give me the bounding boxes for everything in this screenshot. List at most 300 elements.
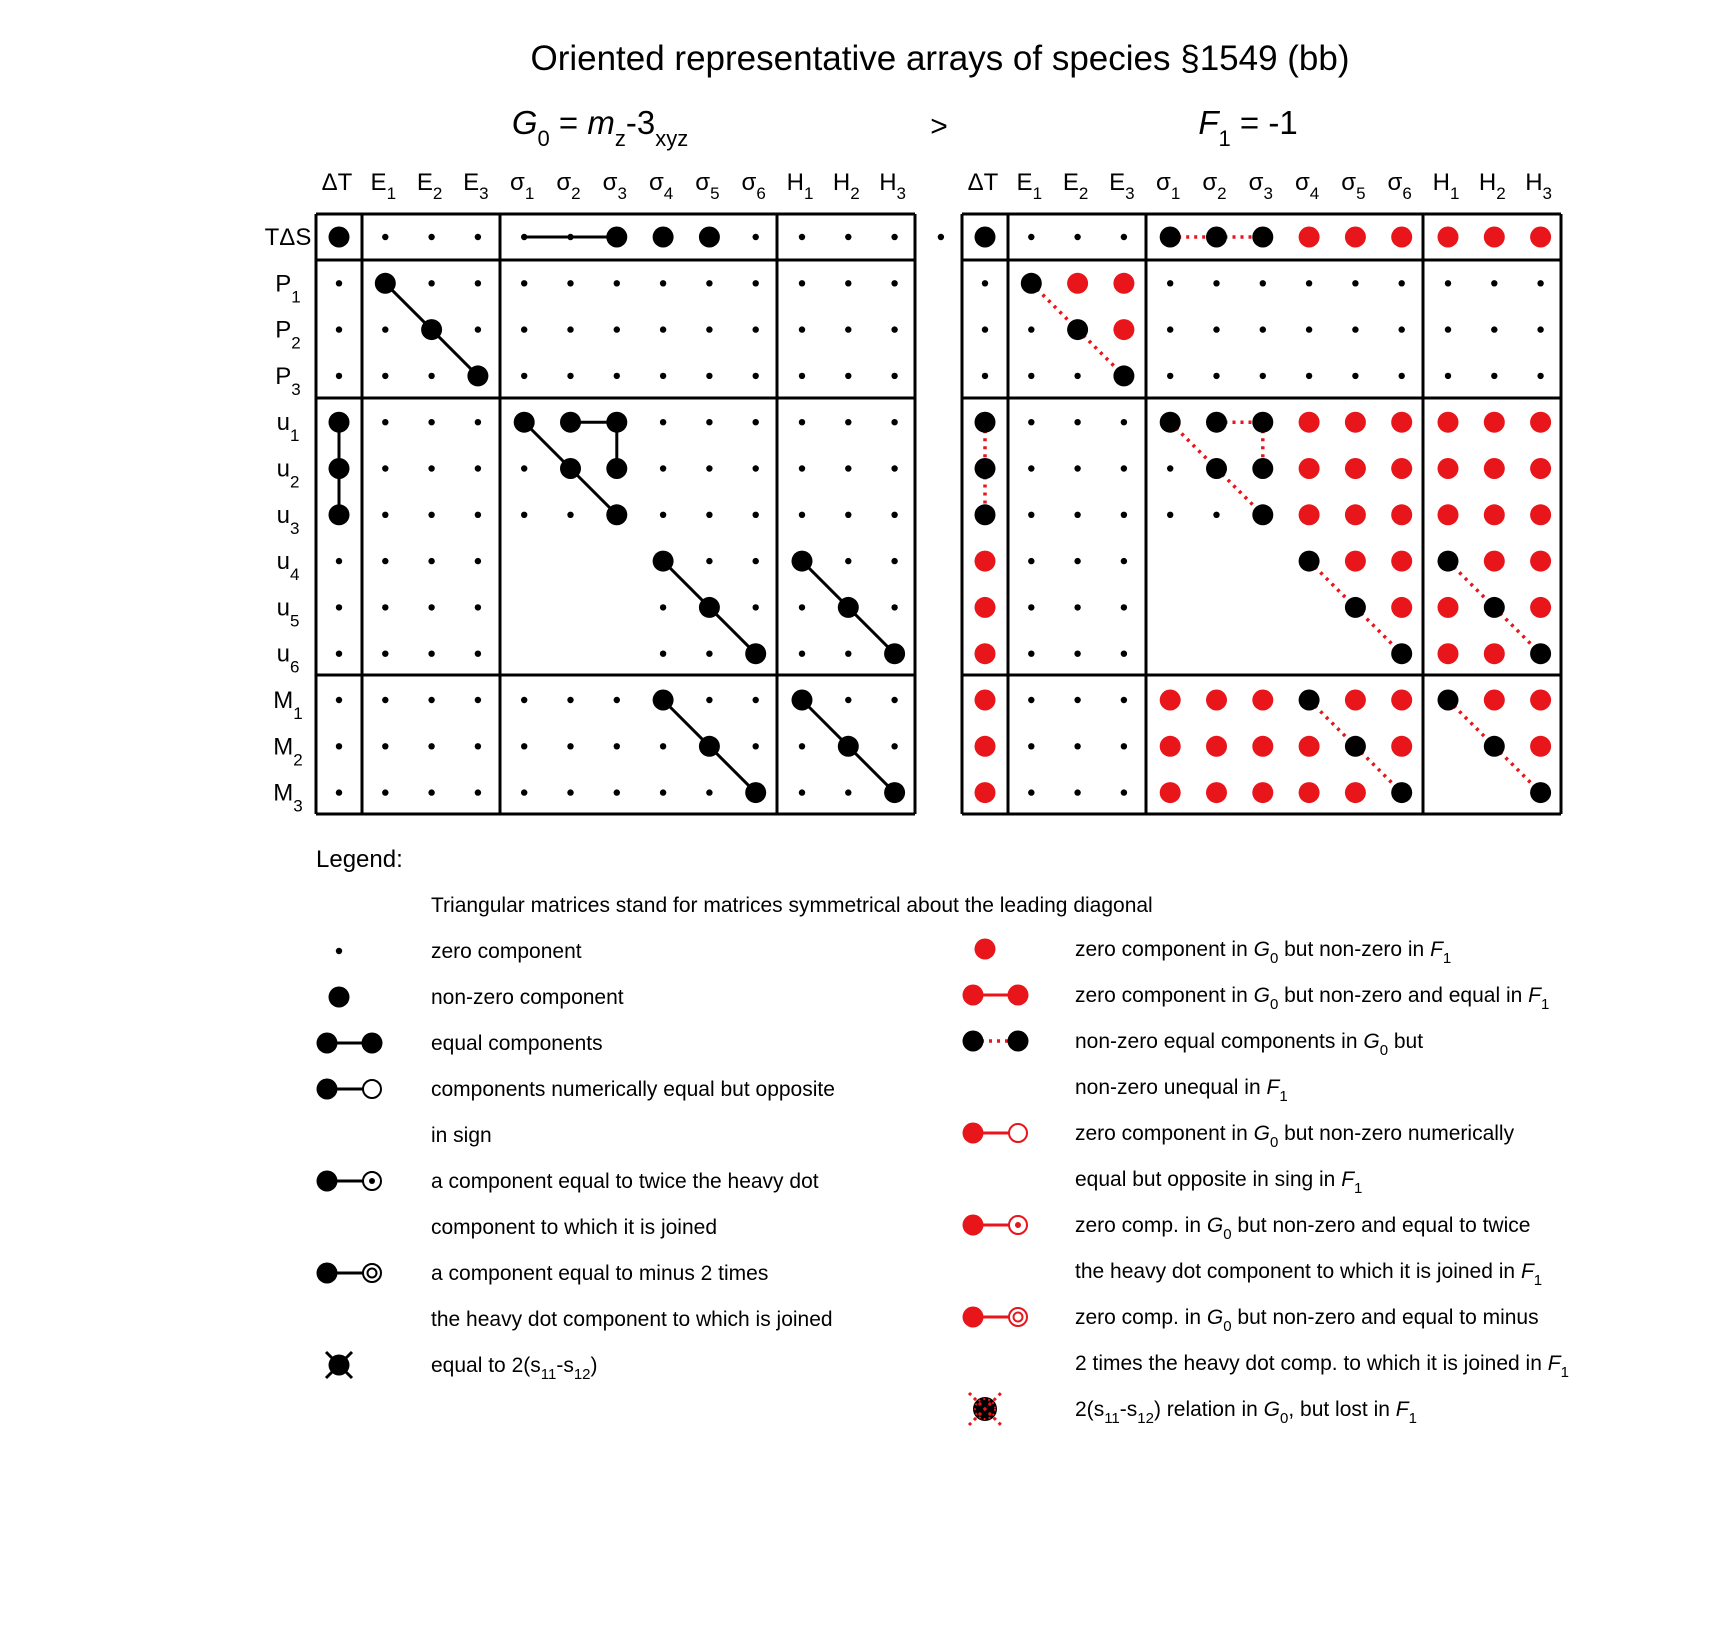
column-label: $\sigma_4$ <box>648 169 674 203</box>
nonzero-component-dot <box>699 736 720 757</box>
new-nonzero-component-dot <box>1299 412 1320 433</box>
nonzero-component-dot <box>1484 736 1505 757</box>
legend-text: zero component in $G_0$ but non-zero in $F_1$ <box>1075 938 1452 967</box>
zero-component-dot <box>382 465 388 471</box>
zero-component-dot <box>567 512 573 518</box>
nonzero-component-dot <box>792 551 813 572</box>
zero-component-dot <box>660 373 666 379</box>
new-nonzero-component-dot <box>1438 643 1459 664</box>
legend-item <box>963 1030 1424 1105</box>
zero-component-dot <box>475 512 481 518</box>
legend-item <box>969 1393 1417 1427</box>
zero-component-dot <box>1074 743 1080 749</box>
new-nonzero-component-dot <box>1160 690 1181 711</box>
row-label: $P_3$ <box>275 362 301 399</box>
nonzero-component-dot <box>1438 551 1459 572</box>
zero-component-dot <box>1491 280 1497 286</box>
zero-component-dot <box>567 234 573 240</box>
nonzero-component-dot <box>884 643 905 664</box>
zero-component-dot <box>799 465 805 471</box>
legend-text: equal components <box>431 1032 603 1055</box>
new-nonzero-component-dot <box>1345 227 1366 248</box>
legend-text: equal but opposite in sing in $F_1$ <box>1075 1168 1363 1197</box>
new-nonzero-component-dot <box>1299 782 1320 803</box>
nonzero-component-dot <box>329 504 350 525</box>
row-label: $u_3$ <box>276 501 300 538</box>
legend-text: a component equal to twice the heavy dot <box>431 1170 819 1193</box>
zero-component-dot <box>475 326 481 332</box>
legend-text: $2(s_{11}-s_{12})$ relation in $G_0$, but lost in $F_1$ <box>1075 1398 1417 1427</box>
new-nonzero-component-dot <box>1299 458 1320 479</box>
new-nonzero-component-dot <box>1345 458 1366 479</box>
zero-component-dot <box>382 789 388 795</box>
zero-component-dot <box>1028 697 1034 703</box>
nonzero-component-dot <box>467 365 488 386</box>
column-label: $\sigma_5$ <box>1341 169 1366 203</box>
zero-component-dot <box>753 558 759 564</box>
zero-component-dot <box>1537 326 1543 332</box>
zero-component-dot <box>845 558 851 564</box>
nonzero-component-dot <box>699 227 720 248</box>
zero-component-dot <box>1167 465 1173 471</box>
zero-component-dot <box>799 419 805 425</box>
legend-item <box>329 986 624 1009</box>
row-labels <box>265 224 312 816</box>
row-label: TΔS <box>264 224 312 251</box>
new-nonzero-component-dot <box>1252 736 1273 757</box>
zero-component-dot <box>382 743 388 749</box>
legend-zero-dot <box>336 948 342 954</box>
nonzero-component-dot <box>792 690 813 711</box>
zero-component-dot <box>1074 604 1080 610</box>
zero-component-dot <box>1121 419 1127 425</box>
zero-component-dot <box>753 419 759 425</box>
nonzero-component-dot <box>329 412 350 433</box>
nonzero-component-dot <box>1484 597 1505 618</box>
zero-component-dot <box>891 558 897 564</box>
zero-component-dot <box>660 604 666 610</box>
zero-component-dot <box>1491 373 1497 379</box>
zero-component-dot <box>428 697 434 703</box>
zero-component-dot <box>428 234 434 240</box>
zero-component-dot <box>614 373 620 379</box>
zero-component-dot <box>1028 419 1034 425</box>
legend-item <box>963 1122 1515 1197</box>
zero-component-dot <box>891 465 897 471</box>
legend-text: non-zero component <box>431 986 624 1009</box>
zero-component-dot <box>382 651 388 657</box>
zero-component-dot <box>1352 326 1358 332</box>
legend-red-dot <box>975 939 996 960</box>
zero-component-dot <box>336 789 342 795</box>
legend-item <box>963 1214 1543 1289</box>
column-label: $\sigma_2$ <box>1202 169 1227 203</box>
zero-component-dot <box>1121 558 1127 564</box>
nonzero-component-dot <box>606 412 627 433</box>
zero-component-dot <box>982 373 988 379</box>
nonzero-component-dot <box>838 597 859 618</box>
zero-component-dot <box>567 280 573 286</box>
nonzero-component-dot <box>1391 643 1412 664</box>
right-array <box>962 214 1561 814</box>
nonzero-component-dot <box>606 227 627 248</box>
nonzero-component-dot <box>1206 227 1227 248</box>
zero-component-dot <box>891 280 897 286</box>
new-nonzero-component-dot <box>1345 782 1366 803</box>
zero-component-dot <box>799 604 805 610</box>
new-nonzero-component-dot <box>1530 504 1551 525</box>
zero-component-dot <box>1399 373 1405 379</box>
zero-component-dot <box>845 373 851 379</box>
row-label: $u_5$ <box>276 594 300 631</box>
new-nonzero-component-dot <box>1113 273 1134 294</box>
legend-item <box>963 1306 1569 1381</box>
nonzero-component-dot <box>1067 319 1088 340</box>
nonzero-component-dot <box>1206 412 1227 433</box>
zero-component-dot <box>706 789 712 795</box>
zero-component-dot <box>1074 789 1080 795</box>
zero-component-dot <box>475 419 481 425</box>
legend-right-column <box>963 938 1569 1427</box>
zero-component-dot <box>706 280 712 286</box>
zero-component-dot <box>1028 651 1034 657</box>
left-column-labels <box>322 169 906 203</box>
zero-component-dot <box>660 789 666 795</box>
new-nonzero-component-dot <box>1484 412 1505 433</box>
zero-component-dot <box>799 789 805 795</box>
column-label: ΔT <box>321 169 353 196</box>
zero-component-dot <box>1537 373 1543 379</box>
zero-component-dot <box>521 326 527 332</box>
nonzero-component-dot <box>1530 643 1551 664</box>
zero-component-dot <box>614 697 620 703</box>
new-nonzero-component-dot <box>1438 504 1459 525</box>
zero-component-dot <box>706 651 712 657</box>
column-label: $E_3$ <box>1109 169 1135 203</box>
new-nonzero-component-dot <box>1438 412 1459 433</box>
zero-component-dot <box>336 558 342 564</box>
zero-component-dot <box>1167 326 1173 332</box>
new-nonzero-component-dot <box>1345 551 1366 572</box>
new-nonzero-component-dot <box>1299 227 1320 248</box>
zero-component-dot <box>1491 326 1497 332</box>
zero-component-dot <box>1399 280 1405 286</box>
column-label: ΔT <box>967 169 999 196</box>
legend-text: the heavy dot component to which is joined <box>431 1308 833 1331</box>
legend-text: zero comp. in $G_0$ but non-zero and equal to minus <box>1075 1306 1539 1335</box>
zero-component-dot <box>845 326 851 332</box>
zero-component-dot <box>382 234 388 240</box>
new-nonzero-component-dot <box>1206 782 1227 803</box>
zero-component-dot <box>428 512 434 518</box>
new-nonzero-component-dot <box>1530 227 1551 248</box>
zero-component-dot <box>521 373 527 379</box>
zero-component-dot <box>1213 512 1219 518</box>
nonzero-component-dot <box>1438 690 1459 711</box>
zero-component-dot <box>891 743 897 749</box>
zero-component-dot <box>891 326 897 332</box>
nonzero-component-dot <box>606 458 627 479</box>
nonzero-component-dot <box>1021 273 1042 294</box>
legend-text: components numerically equal but opposite <box>431 1078 835 1101</box>
new-nonzero-component-dot <box>1206 736 1227 757</box>
zero-component-dot <box>845 512 851 518</box>
new-nonzero-component-dot <box>1160 736 1181 757</box>
zero-component-dot <box>845 234 851 240</box>
zero-component-dot <box>382 604 388 610</box>
zero-component-dot <box>1028 743 1034 749</box>
row-label: $u_4$ <box>276 548 300 585</box>
new-nonzero-component-dot <box>1438 458 1459 479</box>
legend-note: Triangular matrices stand for matrices symmetrical about the leading diagonal <box>431 894 1153 917</box>
right-array-heading: $F_1 = -1$ <box>1198 104 1298 151</box>
zero-component-dot <box>567 697 573 703</box>
zero-component-dot <box>891 234 897 240</box>
row-label: $P_2$ <box>275 316 301 353</box>
nonzero-component-dot <box>560 412 581 433</box>
zero-component-dot <box>1028 234 1034 240</box>
zero-component-dot <box>475 651 481 657</box>
column-label: $\sigma_4$ <box>1294 169 1320 203</box>
zero-component-dot <box>1445 280 1451 286</box>
new-nonzero-component-dot <box>1206 690 1227 711</box>
new-nonzero-component-dot <box>1067 273 1088 294</box>
new-nonzero-component-dot <box>1391 736 1412 757</box>
zero-component-dot <box>1306 326 1312 332</box>
nonzero-component-dot <box>838 736 859 757</box>
zero-component-dot <box>382 512 388 518</box>
zero-component-dot <box>428 651 434 657</box>
column-label: $\sigma_2$ <box>556 169 581 203</box>
zero-component-dot <box>382 697 388 703</box>
column-label: $H_3$ <box>1525 169 1553 203</box>
nonzero-component-dot <box>1345 736 1366 757</box>
new-nonzero-component-dot <box>1530 458 1551 479</box>
legend-text: zero comp. in $G_0$ but non-zero and equal to twice <box>1075 1214 1531 1243</box>
zero-component-dot <box>1074 465 1080 471</box>
left-array <box>316 214 990 814</box>
zero-component-dot <box>938 234 944 240</box>
nonzero-component-dot <box>975 504 996 525</box>
new-nonzero-component-dot <box>1391 597 1412 618</box>
new-nonzero-component-dot <box>975 690 996 711</box>
new-nonzero-component-dot <box>1160 782 1181 803</box>
nonzero-component-dot <box>1530 782 1551 803</box>
zero-component-dot <box>1213 373 1219 379</box>
zero-component-dot <box>475 697 481 703</box>
nonzero-component-dot <box>329 458 350 479</box>
zero-component-dot <box>1260 373 1266 379</box>
legend-item <box>975 938 1452 967</box>
nonzero-component-dot <box>1345 597 1366 618</box>
column-label: $H_1$ <box>786 169 814 203</box>
zero-component-dot <box>1445 373 1451 379</box>
zero-component-dot <box>614 280 620 286</box>
zero-component-dot <box>799 280 805 286</box>
column-label: $\sigma_3$ <box>602 169 627 203</box>
zero-component-dot <box>428 465 434 471</box>
zero-component-dot <box>660 419 666 425</box>
nonzero-component-dot <box>1160 227 1181 248</box>
column-label: $E_1$ <box>1016 169 1043 203</box>
legend-text: non-zero equal components in $G_0$ but <box>1075 1030 1424 1059</box>
zero-component-dot <box>706 697 712 703</box>
new-nonzero-component-dot <box>1530 551 1551 572</box>
zero-component-dot <box>1028 604 1034 610</box>
legend-text: a component equal to minus 2 times <box>431 1262 769 1285</box>
column-label: $H_3$ <box>879 169 907 203</box>
zero-component-dot <box>336 326 342 332</box>
new-nonzero-component-dot <box>1391 412 1412 433</box>
zero-component-dot <box>521 465 527 471</box>
column-label: $\sigma_5$ <box>695 169 720 203</box>
new-nonzero-component-dot <box>1484 458 1505 479</box>
nonzero-component-dot <box>884 782 905 803</box>
zero-component-dot <box>521 697 527 703</box>
legend-item <box>336 940 582 963</box>
zero-component-dot <box>1028 512 1034 518</box>
nonzero-component-dot <box>1252 227 1273 248</box>
zero-component-dot <box>799 326 805 332</box>
new-nonzero-component-dot <box>1391 458 1412 479</box>
zero-component-dot <box>706 326 712 332</box>
zero-component-dot <box>1167 280 1173 286</box>
zero-component-dot <box>706 419 712 425</box>
zero-component-dot <box>845 651 851 657</box>
zero-component-dot <box>706 465 712 471</box>
zero-component-dot <box>660 326 666 332</box>
nonzero-component-dot <box>653 551 674 572</box>
row-label: $u_6$ <box>276 640 300 677</box>
zero-component-dot <box>660 465 666 471</box>
zero-component-dot <box>753 604 759 610</box>
zero-component-dot <box>1074 558 1080 564</box>
zero-component-dot <box>1121 512 1127 518</box>
zero-component-dot <box>660 743 666 749</box>
nonzero-component-dot <box>375 273 396 294</box>
zero-component-dot <box>567 326 573 332</box>
zero-component-dot <box>1167 373 1173 379</box>
zero-component-dot <box>1028 789 1034 795</box>
zero-component-dot <box>428 280 434 286</box>
legend-left-column <box>317 940 835 1383</box>
zero-component-dot <box>1028 465 1034 471</box>
nonzero-component-dot <box>560 458 581 479</box>
zero-component-dot <box>845 789 851 795</box>
nonzero-component-dot <box>421 319 442 340</box>
zero-component-dot <box>1121 465 1127 471</box>
zero-component-dot <box>660 651 666 657</box>
column-label: $\sigma_1$ <box>510 169 535 203</box>
zero-component-dot <box>753 373 759 379</box>
zero-component-dot <box>1121 651 1127 657</box>
legend-item <box>317 1262 833 1331</box>
left-array-heading: $G_0 = m_z-3_{xyz}$ <box>511 104 689 151</box>
zero-component-dot <box>382 419 388 425</box>
zero-component-dot <box>753 234 759 240</box>
legend-text: zero component in $G_0$ but non-zero and equal in $F_1$ <box>1075 984 1550 1013</box>
zero-component-dot <box>475 789 481 795</box>
zero-component-dot <box>753 743 759 749</box>
column-label: $\sigma_1$ <box>1156 169 1181 203</box>
zero-component-dot <box>1074 651 1080 657</box>
zero-component-dot <box>336 651 342 657</box>
new-nonzero-component-dot <box>1484 551 1505 572</box>
nonzero-component-dot <box>745 643 766 664</box>
zero-component-dot <box>428 373 434 379</box>
legend-nonzero-dot <box>329 987 350 1008</box>
nonzero-component-dot <box>1113 365 1134 386</box>
nonzero-component-dot <box>1299 551 1320 572</box>
new-nonzero-component-dot <box>975 736 996 757</box>
zero-component-dot <box>521 512 527 518</box>
zero-component-dot <box>891 419 897 425</box>
zero-component-dot <box>1074 419 1080 425</box>
zero-component-dot <box>1213 326 1219 332</box>
zero-component-dot <box>336 604 342 610</box>
zero-component-dot <box>475 465 481 471</box>
zero-component-dot <box>475 743 481 749</box>
zero-component-dot <box>799 234 805 240</box>
zero-component-dot <box>706 512 712 518</box>
legend-item <box>317 1032 603 1055</box>
zero-component-dot <box>521 234 527 240</box>
column-label: $E_2$ <box>416 169 443 203</box>
column-label: $H_2$ <box>832 169 860 203</box>
new-nonzero-component-dot <box>1345 412 1366 433</box>
column-label: $\sigma_6$ <box>1387 169 1412 203</box>
new-nonzero-component-dot <box>1438 227 1459 248</box>
zero-component-dot <box>336 697 342 703</box>
nonzero-component-dot <box>1252 504 1273 525</box>
new-nonzero-component-dot <box>1484 504 1505 525</box>
nonzero-component-dot <box>606 504 627 525</box>
new-nonzero-component-dot <box>1113 319 1134 340</box>
legend-text: zero component in $G_0$ but non-zero numerically <box>1075 1122 1515 1151</box>
legend-item <box>963 984 1550 1013</box>
row-label: $P_1$ <box>275 270 301 307</box>
nonzero-component-dot <box>1299 690 1320 711</box>
zero-component-dot <box>891 512 897 518</box>
new-nonzero-component-dot <box>1530 736 1551 757</box>
legend-item <box>317 1170 819 1239</box>
zero-component-dot <box>1537 280 1543 286</box>
new-nonzero-component-dot <box>975 597 996 618</box>
zero-component-dot <box>660 280 666 286</box>
zero-component-dot <box>614 743 620 749</box>
new-nonzero-component-dot <box>1299 736 1320 757</box>
zero-component-dot <box>521 280 527 286</box>
zero-component-dot <box>1074 234 1080 240</box>
zero-component-dot <box>753 465 759 471</box>
new-nonzero-component-dot <box>1299 504 1320 525</box>
new-nonzero-component-dot <box>975 643 996 664</box>
new-nonzero-component-dot <box>1252 690 1273 711</box>
legend-text: in sign <box>431 1124 492 1147</box>
row-label: $u_2$ <box>276 455 300 492</box>
legend-text: zero component <box>431 940 582 963</box>
zero-component-dot <box>475 604 481 610</box>
new-nonzero-component-dot <box>1391 504 1412 525</box>
column-label: $H_2$ <box>1478 169 1506 203</box>
column-label: $E_2$ <box>1062 169 1089 203</box>
zero-component-dot <box>1121 697 1127 703</box>
legend-item <box>317 1078 835 1147</box>
zero-component-dot <box>567 743 573 749</box>
row-label: $u_1$ <box>276 409 300 446</box>
zero-component-dot <box>567 789 573 795</box>
zero-component-dot <box>1028 326 1034 332</box>
